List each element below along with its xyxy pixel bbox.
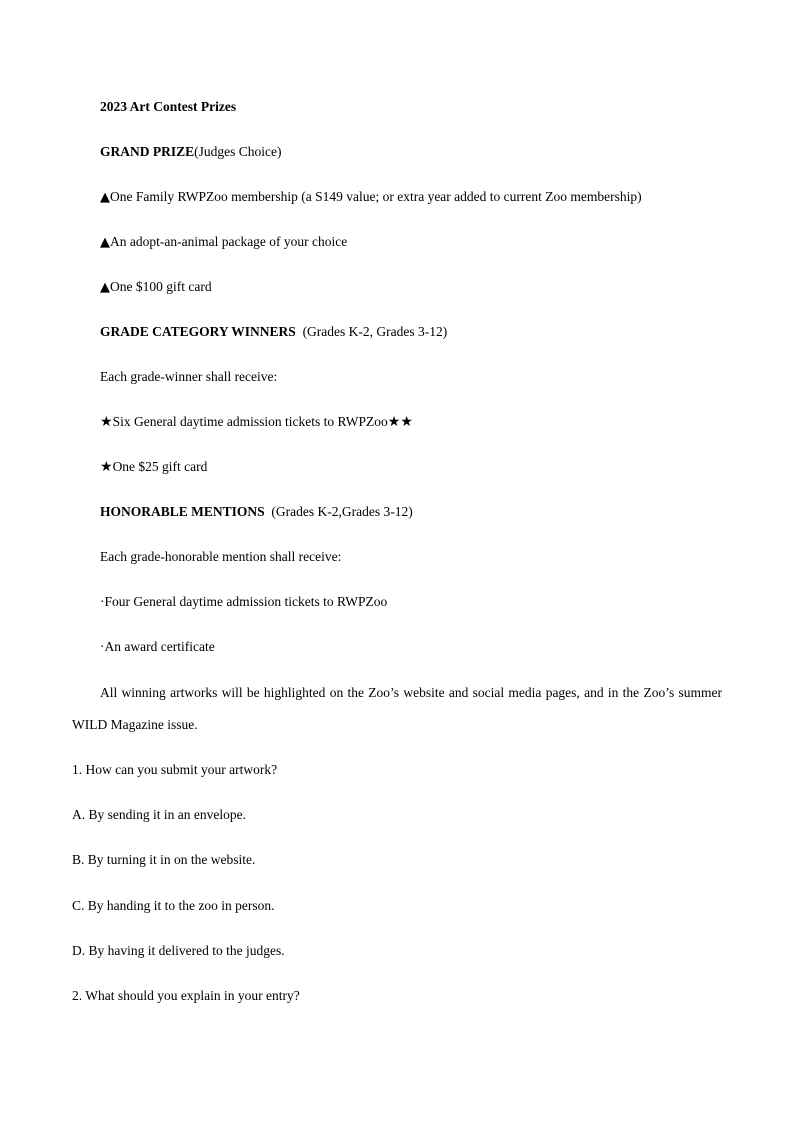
honorable-mentions-note: (Grades K-2,Grades 3-12) — [271, 504, 413, 519]
honorable-mentions-item: ·An award certificate — [100, 639, 215, 654]
dot-bullet-icon: · — [100, 639, 105, 654]
honorable-mentions-intro: Each grade-honorable mention shall receive: — [100, 549, 342, 564]
document-title: 2023 Art Contest Prizes — [100, 99, 237, 114]
triangle-bullet-icon: ▲ — [100, 235, 110, 250]
answer-option: B. By turning it in on the website. — [72, 852, 256, 867]
question-prompt: 1. How can you submit your artwork? — [72, 762, 278, 777]
double-star-icon: ★★ — [387, 414, 413, 430]
triangle-bullet-icon: ▲ — [100, 190, 110, 205]
grand-prize-heading-line — [100, 142, 282, 162]
grade-winners-item: ★Six General daytime admission tickets to RWPZoo★★ — [100, 414, 413, 430]
grade-winners-item: ★One $25 gift card — [100, 459, 208, 475]
grade-winners-note: (Grades K-2, Grades 3-12) — [302, 324, 448, 339]
grand-prize-item: ▲One Family RWPZoo membership (a S149 value; or extra year added to current Zoo membership) — [100, 189, 642, 205]
grade-winners-intro: Each grade-winner shall receive: — [100, 369, 278, 384]
honorable-mentions-heading-line — [100, 502, 413, 522]
honorable-mentions-item: ·Four General daytime admission tickets to RWPZoo — [100, 594, 388, 609]
closing-paragraph: All winning artworks will be highlighted on the Zoo’s website and social media pages, and in the Zoo’s summer WILD Magazine issue. — [72, 685, 722, 732]
grand-prize-note: (Judges Choice) — [194, 144, 282, 159]
star-bullet-icon: ★ — [100, 414, 113, 430]
dot-bullet-icon: · — [100, 594, 105, 609]
triangle-bullet-icon: ▲ — [100, 280, 110, 295]
question-prompt: 2. What should you explain in your entry? — [72, 988, 300, 1003]
grade-winners-heading-line — [100, 322, 447, 342]
grade-winners-heading: GRADE CATEGORY WINNERS — [100, 324, 296, 339]
answer-option: C. By handing it to the zoo in person. — [72, 898, 275, 913]
star-bullet-icon: ★ — [100, 459, 113, 475]
answer-option: A. By sending it in an envelope. — [72, 807, 246, 822]
honorable-mentions-heading: HONORABLE MENTIONS — [100, 504, 265, 519]
grand-prize-heading: GRAND PRIZE — [100, 144, 195, 159]
grand-prize-item: ▲One $100 gift card — [100, 279, 212, 295]
answer-option: D. By having it delivered to the judges. — [72, 943, 285, 958]
grand-prize-item: ▲An adopt-an-animal package of your choice — [100, 234, 348, 250]
